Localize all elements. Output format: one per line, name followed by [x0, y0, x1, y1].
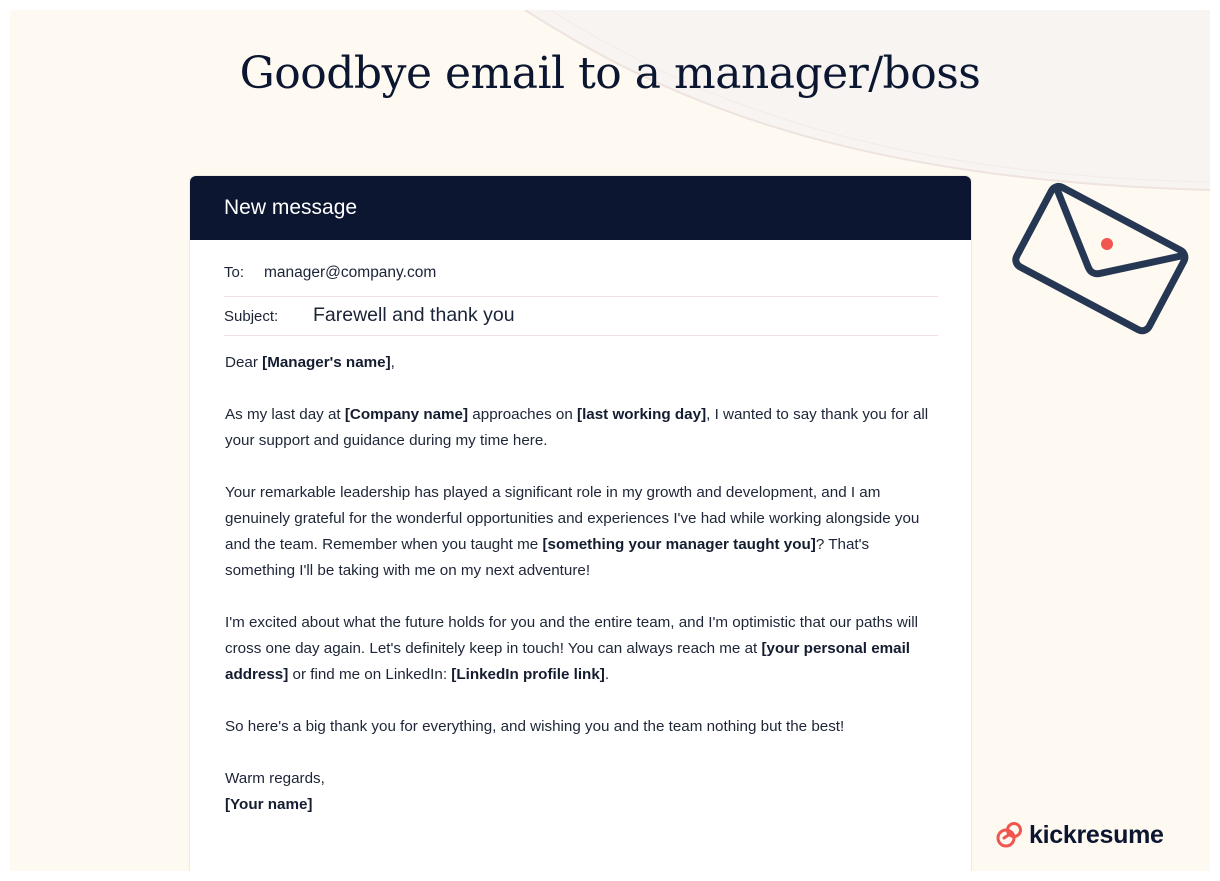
subject-field[interactable]: Farewell and thank you [313, 304, 515, 326]
page-title: Goodbye email to a manager/boss [239, 48, 981, 99]
p3-text-a: I'm excited about what the future holds for you and the entire team, and I'm optimistic that our paths will cross one day again. Let's definitely keep in touch! You can always reach me at [225, 614, 918, 657]
greeting-paragraph [225, 350, 939, 376]
body-paragraph-4: So here's a big thank you for everything, and wishing you and the team nothing but the best! [225, 718, 845, 735]
body-paragraph-3 [225, 610, 939, 688]
subject-label: Subject: [224, 308, 279, 325]
placeholder-manager-taught: [something your manager taught you] [542, 536, 816, 553]
email-body[interactable] [225, 350, 939, 818]
brand-name: kickresume [1029, 820, 1164, 849]
greeting-punct: , [390, 354, 395, 371]
p2-text-b: ? That's something I'll be taking with me on my next adventure! [225, 536, 870, 579]
envelope-icon [1005, 175, 1195, 335]
placeholder-last-working-day: [last working day] [577, 406, 707, 423]
email-header-title: New message [224, 196, 358, 219]
greeting-text: Dear [225, 354, 263, 371]
p3-text-b: or find me on LinkedIn: [288, 666, 452, 683]
p1-text-a: As my last day at [225, 406, 345, 423]
to-label: To: [224, 264, 245, 281]
placeholder-your-name: [Your name] [225, 796, 313, 813]
body-paragraph-2 [225, 480, 939, 584]
placeholder-linkedin-link: [LinkedIn profile link] [451, 666, 605, 683]
p2-text-a: Your remarkable leadership has played a significant role in my growth and development, and I am genuinely grateful for the wonderful opportunities and experiences I've had while working alongside you and the team. Remember when you taught me [225, 484, 920, 553]
email-compose-window [190, 176, 971, 871]
page-canvas [10, 10, 1210, 871]
to-field-row[interactable] [224, 260, 938, 297]
placeholder-manager-name: [Manager's name] [262, 354, 391, 371]
closing: Warm regards, [225, 770, 325, 787]
placeholder-company-name: [Company name] [344, 406, 469, 423]
subject-field-row[interactable] [224, 296, 938, 336]
p1-text-c: , I wanted to say thank you for all your support and guidance during my time here. [225, 406, 929, 449]
body-paragraph-1 [225, 402, 939, 454]
to-field[interactable]: manager@company.com [264, 264, 437, 281]
p1-text-b: approaches on [468, 406, 578, 423]
email-header [190, 176, 971, 240]
kickresume-logo-icon [995, 820, 1025, 850]
signature-placeholder [225, 792, 939, 818]
placeholder-personal-email: [your personal email address] [225, 640, 911, 683]
kickresume-brand [995, 820, 1164, 850]
p3-text-c: . [604, 666, 610, 683]
